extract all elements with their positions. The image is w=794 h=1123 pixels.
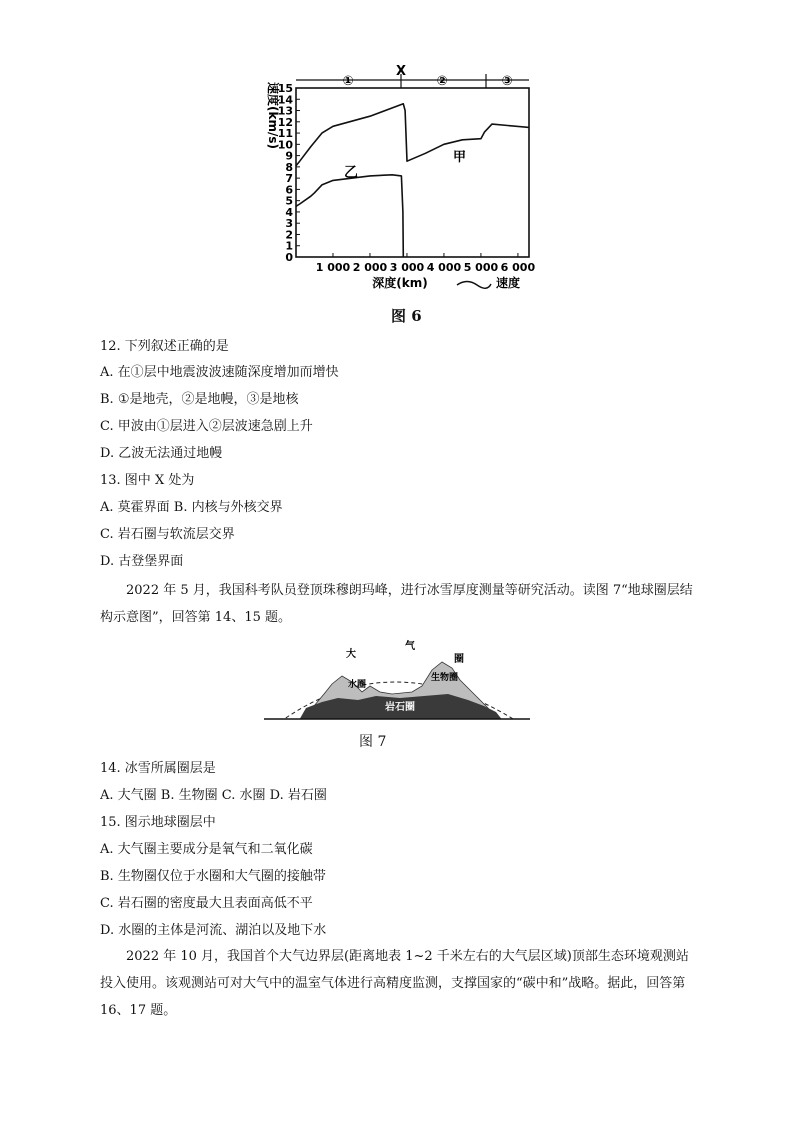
y-tick-label: 5 bbox=[285, 194, 293, 208]
q15-option-c: C. 岩石圈的密度最大且表面高低不平 bbox=[100, 896, 313, 911]
x-tick-label: 5 000 bbox=[463, 261, 499, 274]
legend-line-icon bbox=[457, 282, 491, 289]
chart-axes bbox=[296, 74, 529, 257]
x-tick-label: 1 000 bbox=[315, 261, 351, 274]
y-tick-label: 0 bbox=[285, 251, 293, 264]
y-tick-label: 14 bbox=[277, 93, 293, 107]
q12-option-c: C. 甲波由①层进入②层波速急剧上升 bbox=[100, 419, 313, 434]
q14-options: A. 大气圈 B. 生物圈 C. 水圈 D. 岩石圈 bbox=[100, 788, 327, 803]
y-tick-label: 6 bbox=[285, 183, 293, 197]
x-tick-label: 4 000 bbox=[426, 261, 462, 274]
y-tick-label: 11 bbox=[277, 127, 293, 141]
q13-stem: 13. 图中 X 处为 bbox=[100, 473, 195, 488]
q14-stem: 14. 冰雪所属圈层是 bbox=[100, 761, 216, 776]
figure-6-caption: 图 6 bbox=[391, 307, 422, 325]
layer-3-label: ③ bbox=[501, 74, 513, 89]
atmosphere-label-qi: 气 bbox=[405, 641, 415, 652]
q13-option-d: D. 古登堡界面 bbox=[100, 554, 184, 569]
y-tick-label: 8 bbox=[285, 160, 293, 174]
passage-16-17: 2022 年 10 月，我国首个大气边界层(距离地表 1~2 千米左右的大气层区域)顶部生态环境观测站投入使用。该观测站可对大气中的温室气体进行高精度监测，支撑国家的“碳中和”战略。据此，回答第 16、17 题。 bbox=[100, 949, 689, 1018]
y-tick-label: 15 bbox=[277, 82, 293, 95]
y-tick-label: 12 bbox=[277, 115, 293, 129]
atmosphere-label-quan: 圈 bbox=[454, 654, 464, 665]
q15-option-a: A. 大气圈主要成分是氧气和二氧化碳 bbox=[100, 842, 313, 857]
biosphere-label: 生物圈 bbox=[431, 673, 459, 683]
q15-option-b: B. 生物圈仅位于水圈和大气圈的接触带 bbox=[100, 869, 326, 884]
legend-label: 速度 bbox=[496, 276, 521, 290]
figure-6-chart bbox=[255, 60, 545, 295]
q12-stem: 12. 下列叙述正确的是 bbox=[100, 339, 229, 354]
q12-option-d: D. 乙波无法通过地幔 bbox=[100, 446, 223, 461]
figure-7-diagram bbox=[262, 636, 532, 724]
y-tick-label: 9 bbox=[285, 149, 293, 163]
y-tick-label: 4 bbox=[285, 205, 293, 219]
q15-option-d: D. 水圈的主体是河流、湖泊以及地下水 bbox=[100, 923, 327, 938]
y-tick-label: 3 bbox=[285, 217, 293, 231]
x-axis-label: 深度(km) bbox=[372, 276, 428, 290]
plot-frame bbox=[296, 88, 529, 257]
x-tick-label: 3 000 bbox=[389, 261, 425, 274]
x-tick-label: 6 000 bbox=[500, 261, 536, 274]
hydrosphere-label: 水圈 bbox=[348, 680, 367, 690]
q13-option-c: C. 岩石圈与软流层交界 bbox=[100, 527, 235, 542]
lithosphere-label: 岩石圈 bbox=[385, 702, 415, 713]
series-yi-line bbox=[296, 175, 403, 257]
boundary-x-label: X bbox=[395, 64, 407, 79]
y-tick-label: 10 bbox=[277, 138, 293, 152]
x-tick-label: 2 000 bbox=[352, 261, 388, 274]
y-tick-label: 2 bbox=[285, 228, 293, 242]
q12-option-b: B. ①是地壳，②是地幔，③是地核 bbox=[100, 392, 299, 407]
q15-stem: 15. 图示地球圈层中 bbox=[100, 815, 216, 830]
y-tick-label: 13 bbox=[277, 104, 293, 118]
layer-1-label: ① bbox=[342, 74, 354, 89]
curve-jia-label: 甲 bbox=[453, 150, 467, 165]
passage-14-15: 2022 年 5 月，我国科考队员登顶珠穆朗玛峰，进行冰雪厚度测量等研究活动。读图 7“地球圈层结构示意图”，回答第 14、15 题。 bbox=[100, 583, 693, 625]
y-axis-label: 速度(km/s) bbox=[266, 82, 280, 149]
y-tick-label: 1 bbox=[285, 239, 293, 253]
q13-option-ab: A. 莫霍界面 B. 内核与外核交界 bbox=[100, 500, 283, 515]
y-tick-label: 7 bbox=[285, 172, 293, 186]
curve-yi-label: 乙 bbox=[344, 165, 358, 181]
q12-option-a: A. 在①层中地震波波速随深度增加而增快 bbox=[100, 365, 339, 380]
figure-7-caption: 图 7 bbox=[359, 734, 387, 750]
layer-2-label: ② bbox=[436, 74, 448, 89]
atmosphere-label-da: 大 bbox=[346, 649, 356, 660]
series-jia-line bbox=[296, 104, 529, 166]
